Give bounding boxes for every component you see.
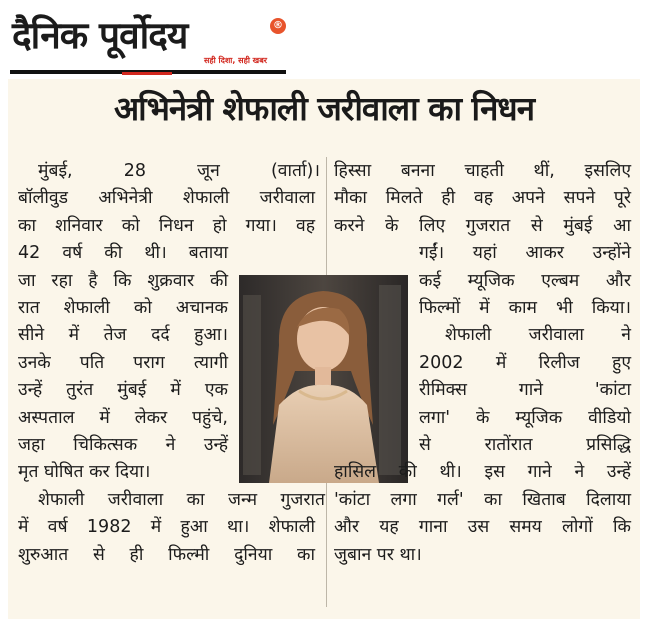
article-text-line: जा रहा है कि शुक्रवार की (18, 270, 228, 291)
article-text-line: जुबान पर था। (334, 544, 422, 565)
news-clipping (8, 79, 640, 619)
portrait-illustration (239, 275, 408, 483)
actress-photo (239, 275, 408, 483)
article-text-line: 'कांटा लगा गर्ल' का खिताब दिलाया (334, 489, 631, 510)
article-text-line: का शनिवार को निधन हो गया। वह (18, 215, 315, 236)
article-text-line: उनके पति पराग त्यागी (18, 352, 228, 373)
article-text-line: उन्हें तुरंत मुंबई में एक (18, 380, 228, 401)
brand-logo: दैनिक पूर्वोदय (12, 14, 188, 57)
masthead-accent-rule (122, 72, 172, 75)
article-text-line: मुंबई, 28 जून (वार्ता)। (38, 161, 320, 181)
article-text-line: हिस्सा बनना चाहती थीं, इसलिए (334, 161, 631, 181)
article-text-line: करने के लिए गुजरात से मुंबई आ (334, 215, 631, 236)
article-headline: अभिनेत्री शेफाली जरीवाला का निधन (113, 89, 535, 128)
article-text-line: कई म्यूजिक एल्बम और (419, 270, 631, 291)
article-text-line: और यह गाना उस समय लोगों कि (334, 517, 631, 538)
article-text-line: बॉलीवुड अभिनेत्री शेफाली जरीवाला (18, 188, 315, 209)
article-text-line: लगा' के म्यूजिक वीडियो (419, 407, 631, 428)
article-text-line: 42 वर्ष की थी। बताया (18, 243, 228, 264)
masthead-tagline: सही दिशा, सही खबर (204, 56, 268, 65)
article-text-line: में वर्ष 1982 में हुआ था। शेफाली (18, 517, 315, 538)
article-text-line: शुरुआत से ही फिल्मी दुनिया का (18, 544, 315, 565)
article-text-line: हासिल की थी। इस गाने ने उन्हें (334, 462, 631, 483)
article-text-line: शेफाली जरीवाला का जन्म गुजरात (38, 489, 325, 510)
article-text-line: अस्पताल में लेकर पहुंचे, (18, 407, 228, 428)
article-text-line: गईं। यहां आकर उन्होंने (419, 243, 631, 264)
article-text-line: जहा चिकित्सक ने उन्हें (18, 435, 228, 455)
article-text-line: से रातोंरात प्रसिद्धि (419, 435, 631, 455)
registered-mark-icon: ® (270, 18, 286, 34)
article-text-line: मृत घोषित कर दिया। (18, 462, 151, 483)
article-text-line: 2002 में रिलीज हुए (419, 352, 631, 373)
article-text-line: शेफाली जरीवाला ने (445, 325, 631, 346)
article-text-line: सीने में तेज दर्द हुआ। (18, 325, 228, 346)
article-text-line: रीमिक्स गाने 'कांटा (419, 380, 631, 401)
article-text-line: रात शेफाली को अचानक (18, 298, 228, 318)
article-text-line: मौका मिलते ही वह अपने सपने पूरे (334, 188, 631, 209)
article-text-line: फिल्मों में काम भी किया। (419, 298, 631, 318)
masthead (10, 6, 288, 74)
